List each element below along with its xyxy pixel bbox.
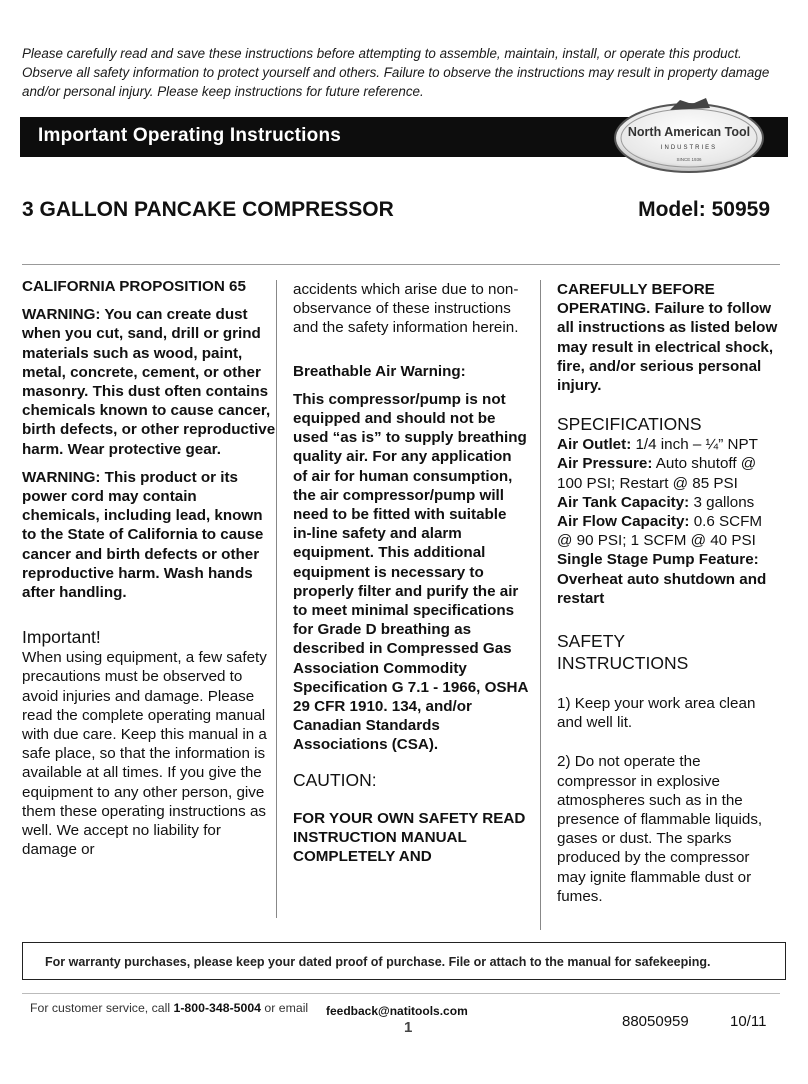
spec-label: Air Tank Capacity: xyxy=(557,493,690,511)
footer-divider xyxy=(22,993,780,994)
warranty-text: For warranty purchases, please keep your dated proof of purchase. File or attach to the manual for safekeeping. xyxy=(45,955,711,969)
breathable-air-heading: Breathable Air Warning: xyxy=(293,362,466,380)
caution-continuation: CAREFULLY BEFORE OPERATING. Failure to follow all instructions as listed below may result in electrical shock, fire, and/or serious personal injury. xyxy=(557,281,778,395)
spec-value: Auto shutoff @ 100 PSI; Restart @ 85 PSI xyxy=(557,455,757,492)
company-logo xyxy=(612,94,766,176)
logo-line2: INDUSTRIES xyxy=(660,145,718,151)
support-email: feedback@natitools.com xyxy=(326,1004,468,1018)
spec-label: Air Flow Capacity: xyxy=(557,513,690,531)
model-number: Model: 50959 xyxy=(638,198,770,221)
spec-value: 1/4 inch – ¼” NPT xyxy=(631,436,758,454)
banner-title: Important Operating Instructions xyxy=(38,125,342,146)
spec-air-flow xyxy=(557,512,779,550)
column-2 xyxy=(293,280,529,875)
spec-pump-feature xyxy=(557,550,779,608)
spec-label: Single Stage Pump Feature: Overheat auto shutdown and restart xyxy=(557,551,767,607)
spec-air-outlet xyxy=(557,435,779,454)
column-divider-2 xyxy=(540,280,541,930)
spec-label: Air Pressure: xyxy=(557,455,653,473)
caution-text: FOR YOUR OWN SAFETY READ INSTRUCTION MANUAL COMPLETELY AND xyxy=(293,809,526,866)
caution-heading: CAUTION: xyxy=(293,769,377,790)
continuation-text: accidents which arise due to non-observance of these instructions and the safety information herein. xyxy=(293,281,519,337)
part-number: 88050959 xyxy=(622,1013,689,1030)
safety-item-1: 1) Keep your work area clean and well lit. xyxy=(557,695,756,732)
specifications-list xyxy=(557,435,779,608)
column-1 xyxy=(22,277,276,868)
warning-lead: WARNING: This product or its power cord may contain chemicals, including lead, known to the State of California to cause cancer and birth defects or other reproductive harm. Wash hands after handling. xyxy=(22,468,264,602)
prop65-heading: CALIFORNIA PROPOSITION 65 xyxy=(22,278,246,295)
spec-label: Air Outlet: xyxy=(557,436,632,454)
specifications-heading: SPECIFICATIONS xyxy=(557,414,702,435)
safety-heading: SAFETY INSTRUCTIONS xyxy=(557,631,689,674)
column-divider-1 xyxy=(276,280,277,918)
spec-value: 3 gallons xyxy=(689,493,755,511)
important-text: When using equipment, a few safety precautions must be observed to avoid injuries and damage. Please read the complete operating manual with due care. Keep this manual in a safe place, so that the information is available at all times. If you give the equipment to any other person, give them these operating instructions as well. We accept no liability for damage or xyxy=(22,649,267,859)
important-heading: Important! xyxy=(22,627,101,648)
safety-item-2: 2) Do not operate the compressor in explosive atmospheres such as in the presence of flammable liquids, gases or dust. The sparks produced by the compressor may ignite flammable dust or fumes. xyxy=(557,753,763,905)
customer-service-line xyxy=(30,1001,308,1015)
spec-air-pressure xyxy=(557,454,779,492)
breathable-air-text: This compressor/pump is not equipped and should not be used “as is” to supply breathing quality air. For any application of air for human consumption, the air compressor/pump will need to be fitted with suitable in-line safety and alarm equipment. This additional equipment is necessary to properly filter and purify the air to meet minimal specifications for Grade D breathing as described in Compressed Gas Association Commodity Specification G 7.1 - 1966, OSHA 29 CFR 1910. 134, and/or Canadian Standards Associations (CSA). xyxy=(293,390,528,754)
warning-dust: WARNING: You can create dust when you cut, sand, drill or grind materials such as wood, paint, metal, concrete, cement, or other masonry. This dust often contains chemicals known to cause cancer, birth defects, or other reproductive harm. Wear protective gear. xyxy=(22,306,276,458)
top-divider xyxy=(22,264,780,265)
revision-date: 10/11 xyxy=(730,1013,767,1030)
phone-number: 1-800-348-5004 xyxy=(173,1001,262,1015)
logo-line3: SINCE 1936 xyxy=(676,157,702,162)
column-3 xyxy=(557,280,779,915)
cs-suffix: or email xyxy=(261,1001,309,1015)
logo-line1: North American Tool xyxy=(627,125,751,139)
intro-notice: Please carefully read and save these instructions before attempting to assemble, maintain, install, or operate this product. Observe all safety information to protect yourself and others. Failure to observe the instructions may result in property damage and/or personal injury. Please keep instructions for future reference. xyxy=(22,46,770,99)
page-number: 1 xyxy=(404,1019,413,1036)
spec-tank-capacity xyxy=(557,493,779,512)
spec-value: 0.6 SCFM @ 90 PSI; 1 SCFM @ 40 PSI xyxy=(557,513,763,550)
warranty-box xyxy=(22,942,786,980)
product-title: 3 GALLON PANCAKE COMPRESSOR xyxy=(22,198,394,221)
cs-prefix: For customer service, call xyxy=(30,1001,174,1015)
